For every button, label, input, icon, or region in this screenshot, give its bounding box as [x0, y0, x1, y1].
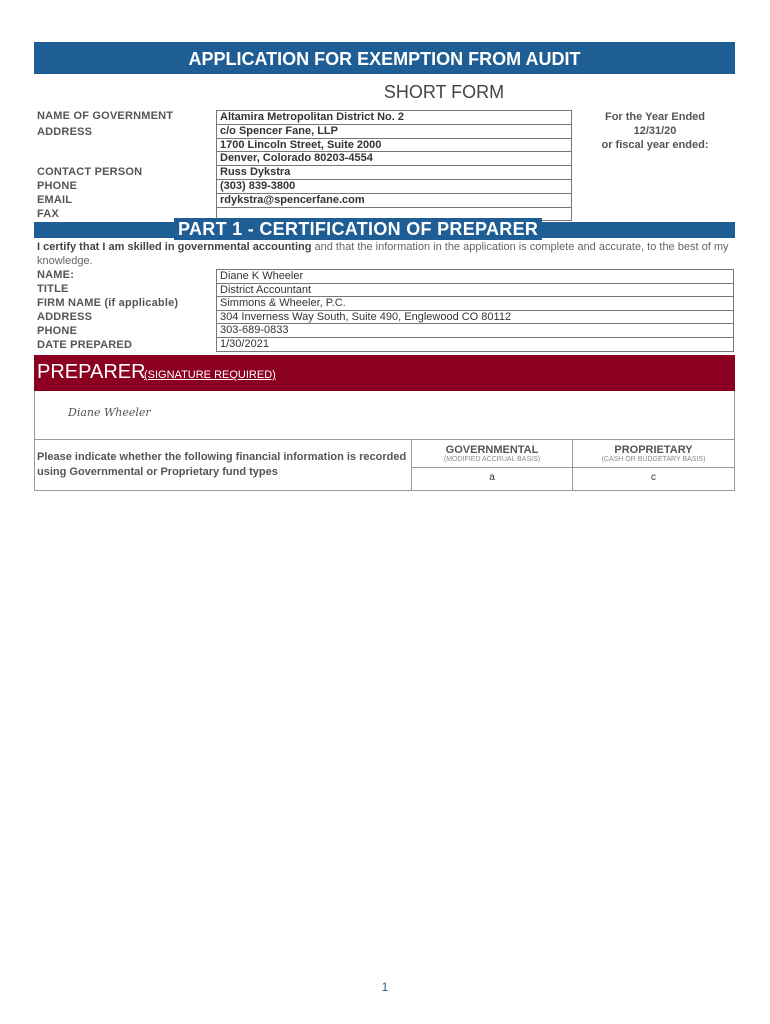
address-line-2-field[interactable]: 1700 Lincoln Street, Suite 2000 — [217, 138, 572, 152]
label-address: ADDRESS — [37, 126, 93, 138]
label-date-prepared: DATE PREPARED — [37, 339, 133, 351]
certification-statement — [37, 240, 732, 268]
label-preparer-phone: PHONE — [37, 325, 78, 337]
certification-rest: and that the information in the application is complete and accurate, to the best of my knowledge. — [37, 241, 729, 267]
label-preparer-address: ADDRESS — [37, 311, 93, 323]
label-firm-name: FIRM NAME (if applicable) — [37, 297, 179, 309]
contact-person-field[interactable]: Russ Dykstra — [217, 166, 572, 180]
form-title: APPLICATION FOR EXEMPTION FROM AUDIT — [188, 49, 581, 69]
preparer-phone-field[interactable]: 303-689-0833 — [217, 324, 734, 338]
row-divider — [411, 467, 734, 468]
fund-type-question: Please indicate whether the following financial information is recorded using Governmental or Proprietary fund types — [37, 451, 407, 478]
governmental-column-header — [412, 444, 572, 463]
governmental-checkbox[interactable]: a — [489, 472, 495, 483]
proprietary-label: PROPRIETARY — [614, 444, 693, 456]
email-field[interactable]: rdykstra@spencerfane.com — [217, 193, 572, 207]
fiscal-year-label: or fiscal year ended: — [601, 139, 709, 151]
proprietary-column-header — [573, 444, 734, 463]
phone-field[interactable]: (303) 839-3800 — [217, 179, 572, 193]
preparer-address-field[interactable]: 304 Inverness Way South, Suite 490, Englewood CO 80112 — [217, 310, 734, 324]
page-number: 1 — [381, 980, 389, 994]
proprietary-basis: (CASH OR BUDGETARY BASIS) — [601, 456, 706, 463]
signature-required-note: (SIGNATURE REQUIRED) — [144, 369, 276, 381]
label-email: EMAIL — [37, 194, 73, 206]
government-name-field[interactable]: Altamira Metropolitan District No. 2 — [217, 111, 572, 125]
address-line-1-field[interactable]: c/o Spencer Fane, LLP — [217, 124, 572, 138]
governmental-label: GOVERNMENTAL — [445, 444, 539, 456]
proprietary-checkbox[interactable]: c — [651, 472, 656, 483]
fiscal-year-block — [580, 110, 730, 152]
part1-title: PART 1 - CERTIFICATION OF PREPARER — [174, 218, 542, 240]
form-subtitle: SHORT FORM — [383, 82, 505, 102]
signature: Diane Wheeler — [68, 406, 151, 419]
preparer-heading: PREPARER — [37, 361, 146, 383]
governmental-basis: (MODIFIED ACCRUAL BASIS) — [443, 456, 541, 463]
preparer-name-field[interactable]: Diane K Wheeler — [217, 270, 734, 284]
preparer-info-table — [216, 269, 734, 352]
preparer-title-field[interactable]: District Accountant — [217, 283, 734, 297]
firm-name-field[interactable]: Simmons & Wheeler, P.C. — [217, 297, 734, 311]
label-name-of-government: NAME OF GOVERNMENT — [37, 110, 174, 122]
label-preparer-name: NAME: — [37, 269, 75, 281]
government-info-table — [216, 110, 572, 221]
preparer-signature-header — [34, 355, 735, 391]
label-phone: PHONE — [37, 180, 78, 192]
certification-bold: I certify that I am skilled in governmental accounting — [37, 241, 312, 253]
label-contact-person: CONTACT PERSON — [37, 166, 143, 178]
year-ended-date: 12/31/20 — [633, 125, 677, 137]
year-ended-label: For the Year Ended — [604, 111, 706, 123]
form-title-banner — [34, 42, 735, 74]
label-preparer-title: TITLE — [37, 283, 69, 295]
address-line-3-field[interactable]: Denver, Colorado 80203-4554 — [217, 152, 572, 166]
label-fax: FAX — [37, 208, 59, 220]
date-prepared-field[interactable]: 1/30/2021 — [217, 337, 734, 351]
